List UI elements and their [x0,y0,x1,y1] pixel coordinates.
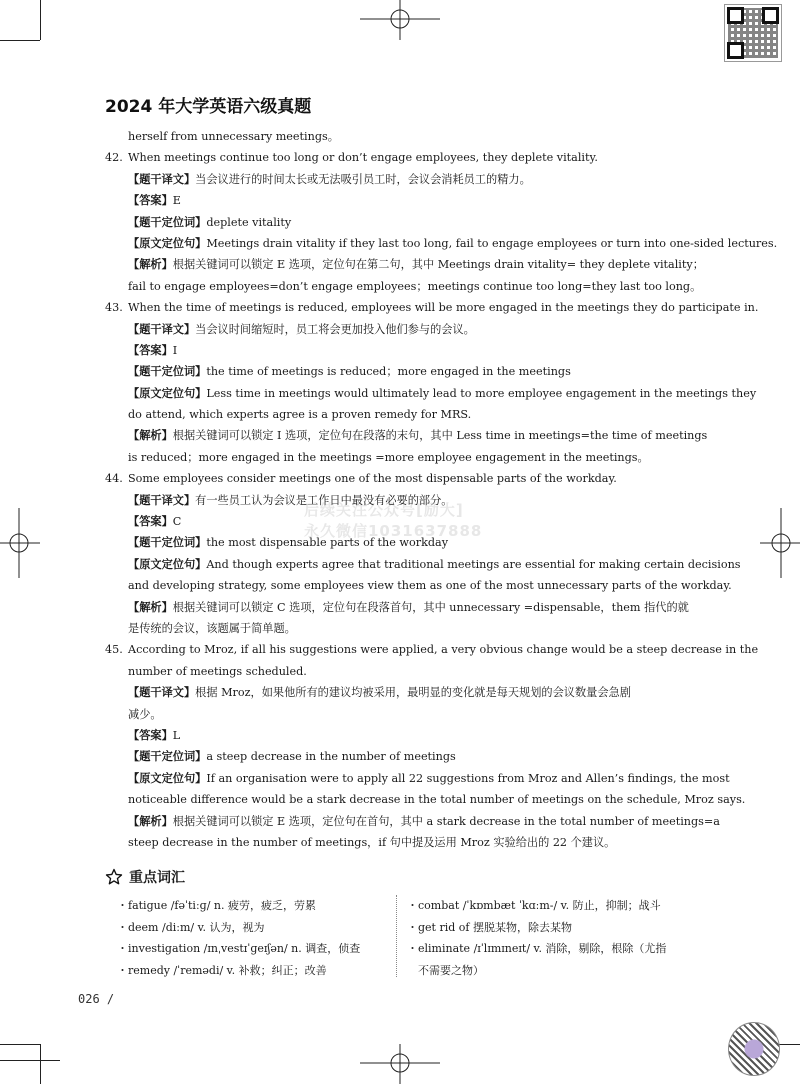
section-label: 【题干译文】 [128,686,196,700]
line-text: When meetings continue too long or don’t engage employees, they deplete vitality. [128,151,598,165]
vocab-title: 重点词汇 [129,870,185,886]
line-text: When the time of meetings is reduced, employees will be more engaged in the meetings they do participate in. [128,301,759,315]
text-line [105,361,687,382]
section-label: 【解析】 [128,429,173,443]
vocab-item: ・fatigue /fəˈtiːɡ/ n. 疲劳，疲乏，劳累 [117,899,316,912]
text-line [105,597,687,618]
text-line [105,725,687,746]
text-line [105,254,704,275]
line-text: noticeable difference would be a stark decrease in the total number of meetings on the schedule, Mroz says. [128,793,746,807]
text-line [105,233,778,254]
vocab-item: ・get rid of 摆脱某物，除去某物 [407,920,572,934]
text-line [105,340,687,361]
text-line [105,811,720,832]
line-body [128,408,471,421]
vocab-item: ・eliminate /ɪˈlɪmɪneɪt/ v. 消除，剔除，根除（尤指 [407,942,667,956]
line-text: I [172,343,178,357]
line-body [128,365,571,378]
line-text: 根据关键词可以锁定 I 选项，定位句在段落的末句，其中 Less time in meetings=the time of meetings [172,429,708,443]
line-text: the time of meetings is reduced；more engaged in the meetings [206,365,571,379]
section-label: 【题干译文】 [128,322,196,336]
registration-mark-bottom [360,1044,440,1084]
page-number: 026 / [78,992,115,1006]
text-line [105,746,687,767]
qr-finder [727,42,744,59]
line-text: 减少。 [128,707,162,721]
text-line [105,297,759,318]
line-text: and developing strategy, some employees view them as one of the most unnecessary parts of the workday. [128,579,732,593]
question-number: 45. [105,643,123,657]
text-line [105,789,746,810]
line-text: 根据关键词可以锁定 E 选项，定位句在首句，其中 a stark decrease in the total number of meetings=a [172,814,720,828]
text-line [105,554,741,575]
line-body [128,237,777,250]
section-label: 【题干定位词】 [128,365,207,379]
line-body [128,344,177,357]
line-body [128,665,307,678]
watermark-line: 后续关注公众号[励大] [304,501,464,519]
star-icon [105,868,123,886]
registration-mark-right [760,508,800,578]
qr-finder [727,7,744,24]
section-label: 【解析】 [128,814,173,828]
line-body [128,130,339,143]
text-line [105,468,687,489]
text-line [105,190,687,211]
line-body [128,280,701,293]
line-text: is reduced；more engaged in the meetings =more employee engagement in the meetings。 [128,450,649,464]
section-label: 【原文定位句】 [128,557,207,571]
section-label: 【答案】 [128,194,173,208]
vocab-list-left [117,895,360,981]
text-line [105,682,687,703]
question-number: 42. [105,151,123,165]
section-label: 【解析】 [128,600,173,614]
text-line [105,768,730,789]
line-text: Less time in meetings would ultimately lead to more employee engagement in the meetings they [206,386,757,400]
text-line [105,319,687,340]
vocab-divider [396,895,397,977]
vocab-list-right [407,895,666,981]
vocab-heading [105,866,185,888]
crop-mark [0,40,40,41]
question-number: 43. [105,301,123,315]
crop-mark [0,1060,60,1061]
line-text: Meetings drain vitality if they last too long, fail to engage employees or turn into one-sided lectures. [206,236,778,250]
section-label: 【题干定位词】 [128,536,207,550]
line-body [128,258,704,271]
line-text: herself from unnecessary meetings。 [128,130,339,143]
line-text: steep decrease in the number of meetings，if 句中提及运用 Mroz 实验给出的 22 个建议。 [128,835,616,849]
text-line [105,276,702,297]
line-body [128,301,758,314]
text-line [105,661,687,682]
line-body [128,429,707,442]
watermark [304,500,504,542]
vocab-item: 不需要之物） [407,963,484,977]
text-line [105,212,687,233]
line-text: E [172,194,181,208]
line-text: do attend, which experts agree is a proven remedy for MRS. [128,408,472,422]
line-text: 有一些员工认为会议是工作日中最没有必要的部分。 [195,493,453,507]
line-text: 是传统的会议，该题属于简单题。 [128,621,296,635]
line-text: number of meetings scheduled. [128,664,307,678]
vocab-item: ・remedy /ˈremədi/ v. 补救；纠正；改善 [117,963,327,977]
text-line [105,404,687,425]
line-body [128,216,291,229]
line-body [128,793,745,806]
line-text: 根据关键词可以锁定 E 选项，定位句在第二句，其中 Meetings drain vitality= they deplete vitality； [172,258,704,272]
section-label: 【题干译文】 [128,493,196,507]
crop-mark [40,1044,41,1084]
section-label: 【答案】 [128,728,173,742]
question-number: 44. [105,472,123,486]
line-body [128,194,181,207]
qr-code[interactable] [724,4,782,62]
line-text: L [172,728,181,742]
line-body [128,750,456,763]
section-label: 【原文定位句】 [128,386,207,400]
line-body [128,151,598,164]
text-line [105,575,732,596]
line-text: deplete vitality [206,215,292,229]
line-text: 根据关键词可以锁定 C 选项，定位句在段落首句，其中 unnecessary =dispensable，them 指代的就 [172,600,689,614]
answer-explanations [105,126,778,853]
text-line [105,147,687,168]
section-label: 【答案】 [128,343,173,357]
line-text: fail to engage employees=don’t engage employees；meetings continue too long=they last too long。 [128,279,702,293]
line-body [128,729,180,742]
watermark-line: 永久微信1031637888 [304,522,483,540]
section-label: 【原文定位句】 [128,771,207,785]
line-text: According to Mroz, if all his suggestions were applied, a very obvious change would be a steep decrease in the [128,643,759,657]
line-body [128,451,649,464]
line-body [128,708,162,721]
registration-mark-top [360,0,440,40]
text-line [105,832,687,853]
line-text: a steep decrease in the number of meetings [206,750,456,764]
qr-finder [762,7,779,24]
crop-mark [0,1044,40,1045]
line-body [128,643,758,656]
text-line [105,639,759,660]
line-body [128,173,531,186]
line-body [128,579,732,592]
line-text: Some employees consider meetings one of the most dispensable parts of the workday. [128,472,617,486]
line-body [128,686,631,699]
line-text: 当会议时间缩短时，员工将会更加投入他们参与的会议。 [195,322,475,336]
vocab-item: ・investigation /ɪnˌvestɪˈɡeɪʃən/ n. 调查，侦查 [117,942,361,956]
text-line [105,425,708,446]
text-line [105,126,687,147]
page-title: 2024 年大学英语六级真题 [105,97,312,117]
section-label: 【解析】 [128,258,173,272]
line-body [128,387,756,400]
line-body [128,836,615,849]
crop-mark [40,0,41,40]
line-text: And though experts agree that traditional meetings are essential for making certain decisions [206,557,741,571]
line-text: 根据 Mroz，如果他所有的建议均被采用，最明显的变化就是每天规划的会议数量会急剧 [195,686,631,700]
section-label: 【题干译文】 [128,172,196,186]
publisher-logo [728,1022,780,1076]
line-body [128,622,296,635]
line-body [128,515,181,528]
registration-mark-left [0,508,40,578]
line-body [128,601,689,614]
line-text: C [172,515,182,529]
line-body [128,323,475,336]
line-text: 当会议进行的时间太长或无法吸引员工时，会议会消耗员工的精力。 [195,172,531,186]
line-body [128,558,741,571]
text-line [105,447,687,468]
line-body [128,815,720,828]
line-body [128,472,617,485]
line-text: If an organisation were to apply all 22 suggestions from Mroz and Allen’s findings, the most [206,771,730,785]
section-label: 【原文定位句】 [128,236,207,250]
vocab-item: ・deem /diːm/ v. 认为，视为 [117,920,265,934]
section-label: 【题干定位词】 [128,750,207,764]
text-line [105,169,687,190]
text-line [105,383,757,404]
section-label: 【题干定位词】 [128,215,207,229]
vocab-item: ・combat /ˈkɒmbæt ˈkɑːm-/ v. 防止，抑制；战斗 [407,899,661,912]
text-line [105,704,687,725]
text-line [105,618,687,639]
line-text: the most dispensable parts of the workday [206,536,449,550]
section-label: 【答案】 [128,515,173,529]
line-body [128,772,730,785]
